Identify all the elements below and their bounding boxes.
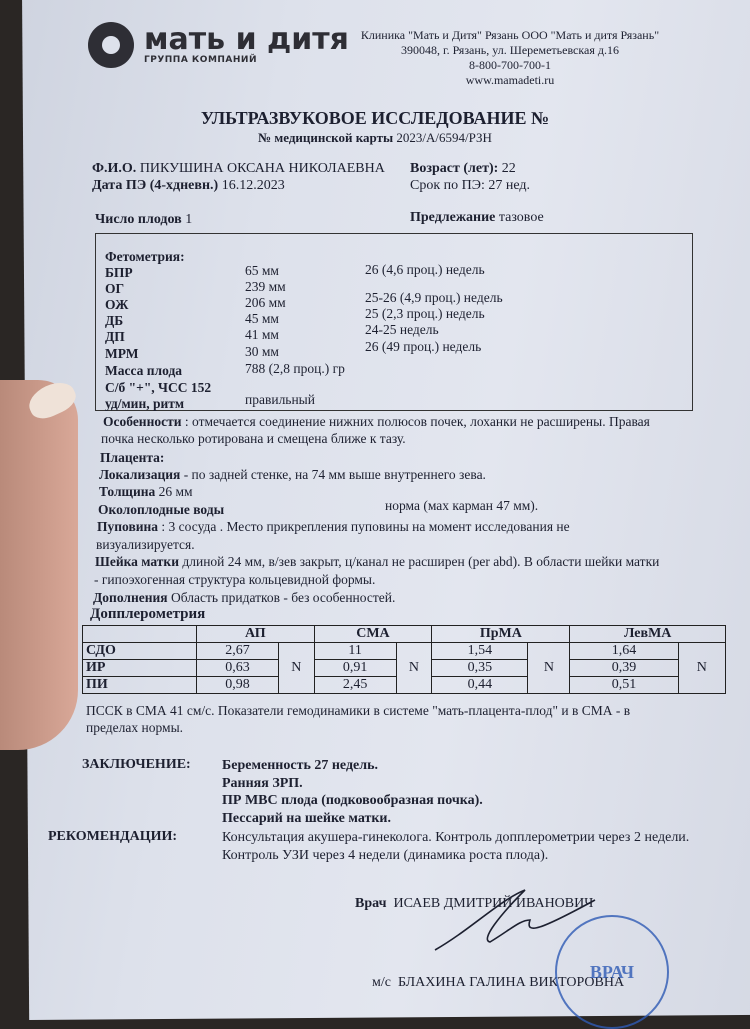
- cord-value-2: визуализируется.: [96, 537, 195, 552]
- table-cell: 1,64: [570, 643, 678, 660]
- fetus-label: Число плодов: [95, 212, 182, 227]
- recommendations-label: РЕКОМЕНДАЦИИ:: [48, 829, 178, 844]
- term: [410, 178, 530, 194]
- doppler-note: ПССК в СМА 41 см/с. Показатели гемодинамики в системе "мать-плацента-плод" и в СМА - в: [86, 703, 631, 718]
- date-value: 16.12.2023: [221, 178, 285, 193]
- fetometry-weeks: 25-26 (4,9 проц.) недель: [365, 290, 503, 305]
- lmp-date: [92, 178, 285, 194]
- table-header: [83, 626, 726, 643]
- thickness-value: 26 мм: [155, 484, 193, 499]
- rhythm-value: правильный: [245, 392, 315, 407]
- cord-value: : 3 сосуда . Место прикрепления пуповины на момент исследования не: [158, 519, 570, 534]
- cord-label: Пуповина: [97, 519, 159, 534]
- clinic-logo: [88, 22, 349, 68]
- stamp-text: ВРАЧ: [589, 961, 635, 982]
- fetometry-label: БПР: [105, 265, 133, 280]
- document-title: УЛЬТРАЗВУКОВОЕ ИССЛЕДОВАНИЕ №: [200, 108, 550, 128]
- fetometry-weeks: 26 (49 проц.) недель: [365, 339, 482, 354]
- doppler-table: [82, 625, 726, 694]
- table-cell: 0,44: [432, 677, 528, 694]
- umbilical-cord: [97, 518, 737, 535]
- recommendation-line: Контроль УЗИ через 4 недели (динамика роста плода).: [222, 848, 549, 863]
- presentation: [410, 210, 544, 226]
- fetometry-value: 788 (2,8 проц.) гр: [245, 361, 345, 376]
- table-cell: 0,35: [432, 660, 528, 677]
- fetometry-value: 41 мм: [245, 327, 279, 342]
- additions-label: Дополнения: [93, 590, 168, 605]
- row-label: СДО: [83, 643, 197, 660]
- fetometry-title: Фетометрия:: [105, 249, 185, 264]
- placenta-label: Плацента:: [100, 450, 165, 465]
- cervix-value: длиной 24 мм, в/зев закрыт, ц/канал не расширен (per abd). В области шейки матки: [179, 554, 660, 569]
- verdict-cell: N: [528, 643, 570, 694]
- fetometry-label: ОГ: [105, 281, 125, 296]
- rhythm-label: уд/мин, ритм: [105, 396, 185, 411]
- thickness-label: Толщина: [99, 484, 156, 499]
- placenta-location: [99, 466, 739, 483]
- corner-cell: [83, 626, 197, 643]
- table-cell: 1,54: [432, 643, 528, 660]
- conclusion-line: Ранняя ЗРП.: [222, 775, 303, 791]
- table-cell: 0,98: [197, 677, 279, 694]
- verdict-cell: N: [396, 643, 432, 694]
- table-cell: 2,67: [197, 643, 279, 660]
- fetometry-label: ОЖ: [105, 297, 129, 312]
- fetus-count: [95, 212, 192, 228]
- features-text: : отмечается соединение нижних полюсов почек, лоханки не расширены. Правая: [181, 414, 650, 429]
- additions-value: Область придатков - без особенностей.: [167, 590, 396, 605]
- age-value: 22: [501, 161, 516, 176]
- fetometry-value: 30 мм: [245, 344, 279, 359]
- card-label: № медицинской карты: [258, 130, 394, 145]
- clinic-info: [360, 28, 660, 88]
- presentation-label: Предлежание: [410, 210, 496, 225]
- conclusion-line: Пессарий на шейке матки.: [222, 810, 391, 826]
- column-header: АП: [197, 626, 315, 643]
- cervix: [95, 553, 735, 570]
- fetometry-value: 239 мм: [245, 279, 286, 294]
- recommendation-lines: [222, 829, 689, 865]
- table-cell: 0,39: [570, 660, 678, 677]
- fetometry-weeks: 26 (4,6 проц.) недель: [365, 262, 485, 277]
- row-label: ИР: [83, 660, 197, 677]
- column-header: СМА: [314, 626, 432, 643]
- doppler-note-2: пределах нормы.: [86, 720, 184, 735]
- table-cell: 11: [314, 643, 396, 660]
- table-row: [83, 643, 726, 660]
- presentation-value: тазовое: [498, 210, 544, 225]
- hand: [0, 380, 78, 750]
- fetometry-label: ДБ: [105, 313, 124, 328]
- fetometry-value: 45 мм: [245, 311, 279, 326]
- doctor-stamp: [555, 915, 669, 1029]
- table-cell: 0,91: [314, 660, 396, 677]
- column-header: ЛевМА: [570, 626, 726, 643]
- logo-icon: [88, 22, 134, 68]
- fio-label: Ф.И.О.: [92, 161, 137, 176]
- logo-subtitle: ГРУППА КОМПАНИЙ: [144, 55, 257, 65]
- recommendation-line: Консультация акушера-гинеколога. Контроль допплерометрии через 2 недели.: [222, 830, 690, 845]
- doctor-name: ИСАЕВ ДМИТРИЙ ИВАНОВИЧ: [393, 896, 594, 911]
- amniotic-value: норма (мах карман 47 мм).: [385, 498, 539, 513]
- card-number: [0, 130, 750, 146]
- table-cell: 0,51: [570, 677, 678, 694]
- cervix-value-2: - гипоэхогенная структура кольцевидной формы.: [94, 572, 376, 587]
- features-label: Особенности: [103, 414, 182, 429]
- clinic-address: 390048, г. Рязань, ул. Шереметьевская д.16: [401, 43, 619, 57]
- fetometry-label: ДП: [105, 329, 125, 344]
- conclusion-line: ПР МВС плода (подковообразная почка).: [222, 793, 483, 808]
- logo-name: мать и дитя: [144, 22, 349, 57]
- clinic-name: Клиника "Мать и Дитя" Рязань ООО "Мать и дитя Рязань": [360, 28, 660, 42]
- card-value: 2023/А/6594/РЗН: [396, 130, 492, 145]
- amniotic-label: Околоплодные воды: [98, 502, 225, 517]
- fetometry-weeks: 25 (2,3 проц.) недель: [365, 306, 485, 321]
- table-cell: 2,45: [314, 677, 396, 694]
- verdict-cell: N: [678, 643, 725, 694]
- fetometry-label: Масса плода: [105, 363, 183, 378]
- conclusion-line: Беременность 27 недель.: [222, 758, 378, 773]
- age-label: Возраст (лет):: [410, 161, 499, 176]
- fetus-value: 1: [185, 212, 193, 227]
- location-value: - по задней стенке, на 74 мм выше внутреннего зева.: [180, 467, 486, 482]
- doppler-title: Допплерометрия: [90, 606, 206, 622]
- location-label: Локализация: [99, 467, 181, 482]
- clinic-website: www.mamadeti.ru: [465, 73, 555, 87]
- features: [103, 413, 743, 430]
- row-label: ПИ: [83, 677, 197, 694]
- cervix-label: Шейка матки: [95, 554, 179, 569]
- term-value: 27 нед.: [488, 178, 531, 193]
- fetometry-value: 206 мм: [245, 295, 286, 310]
- nurse-name: БЛАХИНА ГАЛИНА ВИКТОРОВНА: [397, 975, 625, 990]
- fio-value: ПИКУШИНА ОКСАНА НИКОЛАЕВНА: [139, 161, 385, 176]
- nurse-label: м/с: [372, 975, 391, 990]
- column-header: ПрМА: [432, 626, 570, 643]
- clinic-phone: 8-800-700-700-1: [469, 58, 551, 72]
- table-cell: 0,63: [197, 660, 279, 677]
- fetometry-weeks: 24-25 недель: [365, 322, 439, 337]
- doctor-label: Врач: [355, 896, 387, 911]
- verdict-cell: N: [278, 643, 314, 694]
- heart-label: С/б "+", ЧСС 152: [105, 380, 212, 395]
- fetometry-label: МРМ: [105, 346, 139, 361]
- patient-age: [410, 161, 516, 177]
- conclusion-label: ЗАКЛЮЧЕНИЕ:: [82, 757, 191, 772]
- additions: [93, 589, 733, 606]
- features-text-2: почка несколько ротирована и смещена ближе к тазу.: [101, 431, 406, 446]
- fetometry-value: 65 мм: [245, 263, 279, 278]
- patient-name: [92, 161, 385, 177]
- conclusion-lines: [222, 757, 483, 827]
- term-label: Срок по ПЭ:: [410, 178, 485, 193]
- date-label: Дата ПЭ (4-хдневн.): [92, 178, 219, 193]
